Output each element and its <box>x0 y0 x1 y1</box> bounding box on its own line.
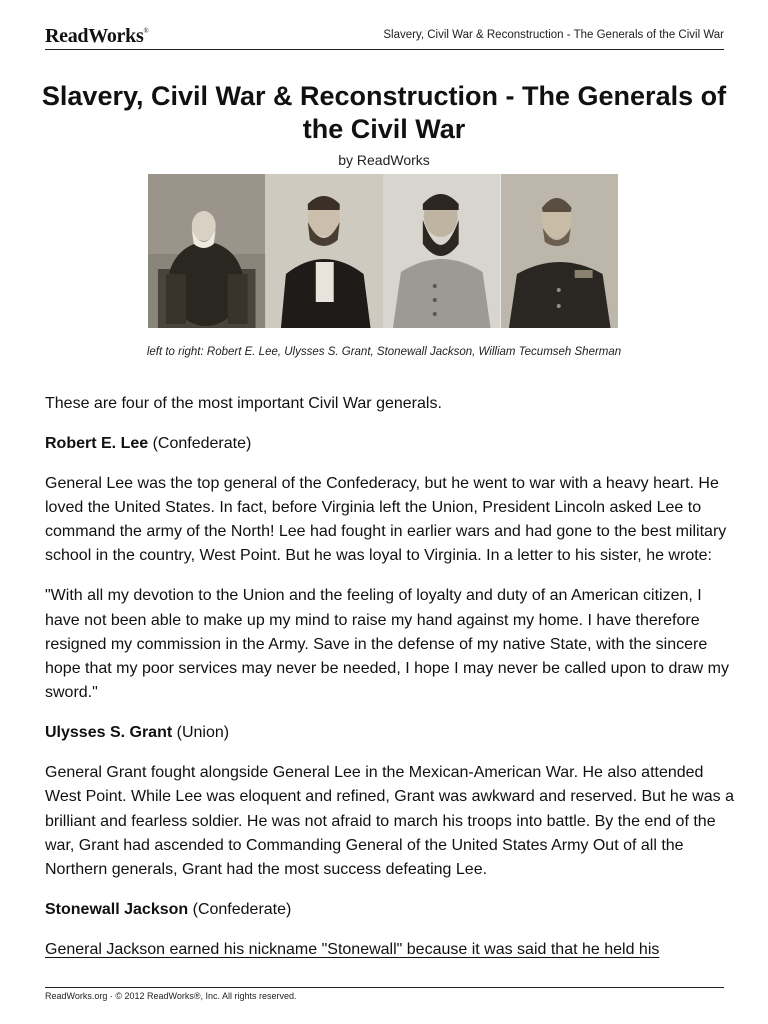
section-heading-jackson <box>45 898 735 922</box>
byline: by ReadWorks <box>338 152 430 168</box>
running-title: Slavery, Civil War & Reconstruction - The Generals of the Civil War <box>383 29 724 41</box>
logo-text: ReadWorks <box>45 25 144 47</box>
photo-caption: left to right: Robert E. Lee, Ulysses S. Grant, Stonewall Jackson, William Tecumseh Sherman <box>146 346 622 358</box>
portrait-grant-image <box>266 174 384 328</box>
article-body <box>45 392 735 978</box>
section-heading-grant <box>45 721 735 745</box>
intro-paragraph: These are four of the most important Civil War generals. <box>45 395 442 412</box>
section-heading-lee <box>45 432 735 456</box>
portrait-jackson-image <box>383 174 501 328</box>
page-title: Slavery, Civil War & Reconstruction - The Generals of the Civil War <box>41 81 727 144</box>
page-footer: ReadWorks.org · © 2012 ReadWorks®, Inc. All rights reserved. <box>45 991 297 1001</box>
general-name: Stonewall Jackson <box>45 901 189 919</box>
grant-paragraph-1: General Grant fought alongside General Lee in the Mexican-American War. He also attended West Point. While Lee was eloquent and refined, Grant was awkward and reserved. But he was a brilliant and fearless soldier. He was not afraid to march his troops into battle. By the end of the war, Grant had ascended to Commanding General of the United States Army Out of all the Northern generals, Grant had the most success defeating Lee. <box>45 764 734 879</box>
general-name: Ulysses S. Grant <box>45 724 173 742</box>
jackson-paragraph-1 <box>45 938 735 962</box>
logo-trademark: ® <box>143 27 149 35</box>
footer-divider <box>45 987 724 988</box>
portrait-sherman-image <box>501 174 619 328</box>
page-header <box>45 24 724 50</box>
general-side: (Confederate) <box>192 901 292 919</box>
cutoff-line: General Jackson earned his nickname "Stonewall" because it was said that he held his <box>45 940 660 958</box>
portrait-lee-image <box>148 174 266 328</box>
generals-photo-strip <box>148 174 618 328</box>
lee-quote-paragraph: "With all my devotion to the Union and the feeling of loyalty and duty of an American citizen, I have not been able to make up my mind to raise my hand against my home. I have therefore resigned my commission in the Army. Save in the defense of my native State, with the sincere hope that my poor services may never be needed, I hope I may never be called upon to draw my sword." <box>45 587 729 702</box>
general-name: Robert E. Lee <box>45 434 149 452</box>
general-side: (Union) <box>176 724 230 742</box>
readworks-logo[interactable] <box>45 25 148 48</box>
general-side: (Confederate) <box>152 434 252 452</box>
lee-paragraph-1: General Lee was the top general of the Confederacy, but he went to war with a heavy heart. He loved the United States. In fact, before Virginia left the Union, President Lincoln asked Lee to command the army of the North! Lee had fought in earlier wars and had gone to the best military school in the country, West Point. But he was loyal to Virginia. In a letter to his sister, he wrote: <box>45 474 727 565</box>
